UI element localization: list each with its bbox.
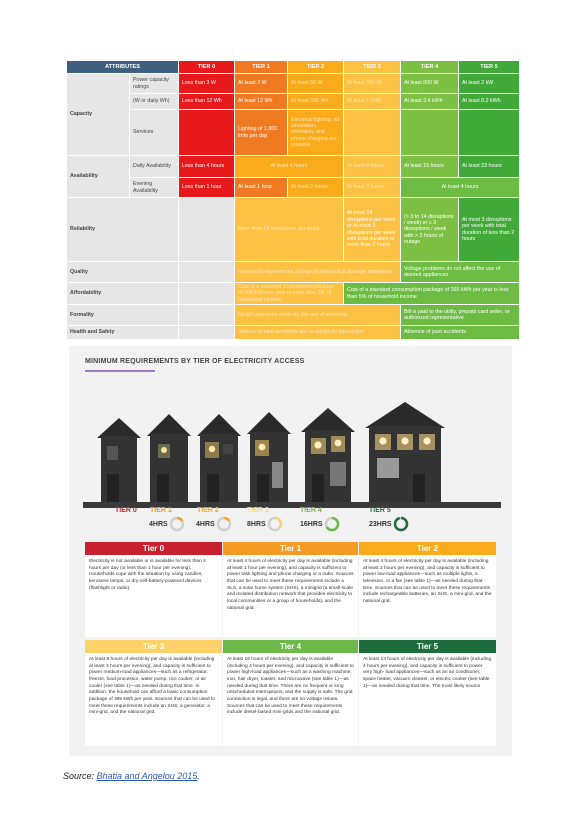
- table-cell: [459, 110, 520, 156]
- tier-5-description: [359, 640, 496, 746]
- hours-ring: [324, 516, 340, 532]
- header-tier-3: TIER 3: [344, 61, 401, 74]
- tier-3-text: At least 8 hours of electricity per day is available (including at least 3 hours per evening), and capacity is sufficient to power medium-load appliances—such as a refrigerator, freezer, food processor, water pump, rice cooker, or air cooler (see table 1)—as needed during that time. In addition, the household can afford a basic consumption package of 365 kWh per year. Sources that can be used to meet these requirements include an SHS, a generator, a mini-grid, and the national grid.: [89, 657, 216, 716]
- daily-label: Daily Availability: [130, 156, 179, 178]
- hours-indicator-tier-4: [300, 516, 340, 532]
- affordability-label: Affordability: [67, 283, 179, 305]
- table-cell: [179, 262, 235, 283]
- table-cell: [179, 305, 235, 326]
- table-cell: At most 3 disruptions per week with total duration of less than 2 hours: [459, 198, 520, 262]
- table-cell: Less than 4 hours: [179, 156, 235, 178]
- quality-label: Quality: [67, 262, 179, 283]
- table-cell: (> 3 to 14 disruptions / week) or ≤ 3 disruptions / week with > 2 hours of outage: [401, 198, 459, 262]
- tier-0-heading: Tier 0: [85, 542, 222, 555]
- hours-text: 16HRS: [300, 520, 323, 528]
- ratings-label: Power capacity ratings: [130, 74, 179, 94]
- hours-ring: [216, 516, 232, 532]
- capacity-label: Capacity: [67, 74, 130, 156]
- table-cell: Less than 1 hour: [179, 178, 235, 198]
- tier-2-description: [359, 542, 496, 637]
- table-cell: [344, 110, 401, 156]
- table-cell: At least 200 W: [344, 74, 401, 94]
- infographic-title: MINIMUM REQUIREMENTS BY TIER OF ELECTRICITY ACCESS: [85, 358, 305, 365]
- header-tier-1: TIER 1: [235, 61, 288, 74]
- house-label-tier-1: TIER 1: [150, 507, 172, 514]
- tier-4-description: [223, 640, 358, 746]
- source-suffix: .: [197, 771, 200, 781]
- hours-ring: [267, 516, 283, 532]
- tier-3-heading: Tier 3: [85, 640, 222, 653]
- tier-2-heading: Tier 2: [359, 542, 496, 555]
- tier-4-heading: Tier 4: [223, 640, 358, 653]
- table-cell: At least 4 hours: [401, 178, 520, 198]
- tier-1-description: [223, 542, 358, 637]
- ground: [83, 502, 501, 508]
- table-cell: At least 1 hour: [235, 178, 288, 198]
- ring-fill: [395, 518, 407, 530]
- header-tier-0: TIER 0: [179, 61, 235, 74]
- hours-indicator-tier-1: [149, 516, 185, 532]
- table-row: [67, 156, 520, 178]
- health-label: Health and Safety: [67, 326, 179, 340]
- ratings-alt-label: (W or daily Wh): [130, 94, 179, 110]
- source-prefix: Source:: [63, 771, 97, 781]
- house-label-tier-0: TIER 0: [115, 507, 137, 514]
- tier-5-heading: Tier 5: [359, 640, 496, 653]
- table-cell: At least 2 hours: [288, 178, 344, 198]
- header-tier-2: TIER 2: [288, 61, 344, 74]
- source-link[interactable]: Bhatia and Angelou 2015: [96, 771, 198, 781]
- evening-label: Evening Availability: [130, 178, 179, 198]
- table-cell: At least 8 hours: [344, 156, 401, 178]
- house-tier-3: [247, 412, 291, 502]
- tier-1-text: At least 4 hours of electricity per day is available (including at least 1 hour per evening), and capacity is sufficient to power task lighting and phone charging or a radio. Sources that can be used to meet these requirements include a SLS, a solar home system (SHS), a minigrid (a small-scale and isolated distribution network that provides electricity to local communities or a group of households), and the national grid.: [227, 559, 354, 611]
- house-tier-5: [365, 402, 445, 502]
- header-tier-5: TIER 5: [459, 61, 520, 74]
- table-cell: At least 3.4 kWh: [401, 94, 459, 110]
- table-row: [67, 305, 520, 326]
- header-attributes: ATTRIBUTES: [67, 61, 179, 74]
- house-tier-2: [197, 414, 241, 502]
- hours-indicator-tier-3: [247, 516, 283, 532]
- table-cell: [179, 283, 235, 305]
- hours-text: 8HRS: [247, 520, 266, 528]
- tier-5-text: At least 23 hours of electricity per day is available (including 4 hours per evening), and capacity is sufficient to power very high- load appliances—such as an air conditioner, space heater, vacuum cleaner, or electric cooker (see table 1)—as needed during that time. The most likely source: [363, 657, 492, 689]
- table-row: [67, 283, 520, 305]
- source-citation: [63, 771, 200, 781]
- table-cell: At least 50 W: [288, 74, 344, 94]
- hours-text: 4HRS: [149, 520, 168, 528]
- tier-1-heading: Tier 1: [223, 542, 358, 555]
- house-label-tier-5: TIER 5: [369, 507, 391, 514]
- tier-attributes-table: [66, 60, 520, 340]
- services-label: Services: [130, 110, 179, 156]
- table-cell: At least 23 hours: [459, 156, 520, 178]
- table-cell: Cost of a standard consumption package of 365 kWh per year is less than 5% of household income: [344, 283, 520, 305]
- table-cell: Bill is paid to the utility, prepaid card seller, or authorized representative: [401, 305, 520, 326]
- tier-4-text: At least 16 hours of electricity per day is available (including 4 hours per evening), and capacity is sufficient to power high-load appliances—such as a washing machine, iron, hair dryer, toaster, and microwave (see table 1)—as needed during that time. There are no frequent or long unscheduled interruptions, and the supply is safe. The grid connection is legal, and there are no voltage issues. Sources that can be used to meet these requirements include diesel-based mini-grids and the national grid.: [227, 657, 354, 716]
- house-label-tier-4: TIER 4: [300, 507, 322, 514]
- house-tier-4: [301, 408, 355, 502]
- house-tier-0: [97, 418, 141, 502]
- availability-label: Availability: [67, 156, 130, 198]
- table-header-row: [67, 61, 520, 74]
- house-label-tier-3: TIER 3: [247, 507, 269, 514]
- house-tier-1: [147, 414, 191, 502]
- table-cell: At least 3 W: [235, 74, 288, 94]
- table-row: [67, 178, 520, 198]
- table-cell: At least 16 hours: [401, 156, 459, 178]
- house-label-tier-2: TIER 2: [197, 507, 219, 514]
- table-row: [67, 326, 520, 340]
- table-cell: [179, 110, 235, 156]
- table-cell: At least 12 Wh: [235, 94, 288, 110]
- table-cell: Voltage problems do not affect the use of desired appliances: [401, 262, 520, 283]
- hours-text: 4HRS: [196, 520, 215, 528]
- header-tier-4: TIER 4: [401, 61, 459, 74]
- hours-ring: [393, 516, 409, 532]
- hours-indicator-tier-2: [196, 516, 232, 532]
- table-row: [67, 74, 520, 94]
- table-cell: At least 200 Wh: [288, 94, 344, 110]
- table-cell: No bill payments made for the use of electricity: [235, 305, 401, 326]
- tier-0-description: [85, 542, 222, 637]
- table-cell: Cost of a standard consumption package of 365 kWh per year is more than 5% of household income: [235, 283, 344, 305]
- table-cell: Less than 3 W: [179, 74, 235, 94]
- table-cell: At most 14 disruptions per week or At most 3 disruptions per week with total duration of more than 2 hours: [344, 198, 401, 262]
- houses-illustration: [83, 378, 501, 508]
- table-cell: Absence of past accidents: [401, 326, 520, 340]
- hours-ring: [169, 516, 185, 532]
- table-cell: Electrical lighting, air circulation, television, and phone charging are possible: [288, 110, 344, 156]
- table-cell: More than 14 disruptions per week: [235, 198, 344, 262]
- tier-2-text: At least 4 hours of electricity per day is available (including at least 2 hours per evening), and capacity is sufficient to power low-load appliances—such as multiple lights, a television, or a fan (see table 1)—as needed during that time. Sources that can be used to meet these requirements include rechargeable batteries, an SHS, a mini-grid, and the national grid.: [363, 559, 492, 605]
- table-cell: [179, 326, 235, 340]
- table-cell: At least 3 hours: [344, 178, 401, 198]
- table-cell: [179, 198, 235, 262]
- table-cell: At least 800 W: [401, 74, 459, 94]
- table-cell: [401, 110, 459, 156]
- tier-infographic: [69, 346, 512, 756]
- hours-text: 23HRS: [369, 520, 392, 528]
- table-cell: At least 4 hours: [235, 156, 344, 178]
- table-cell: At least 2 kW: [459, 74, 520, 94]
- table-cell: Household experiences voltage problems that damage appliances: [235, 262, 401, 283]
- table-row: [67, 110, 520, 156]
- table-cell: At least 8.2 kWh: [459, 94, 520, 110]
- table-row: [67, 262, 520, 283]
- table-cell: Lighting of 1,000 lmhr per day: [235, 110, 288, 156]
- tier-3-description: [85, 640, 222, 746]
- reliability-label: Reliability: [67, 198, 179, 262]
- hours-indicator-tier-5: [369, 516, 409, 532]
- tier-0-text: Electricity is not available or is available for less than 4 hours per day (or less than 1 hour per evening). Households cope with the situation by using candles, kerosene lamps, or dry-cell-battery-powered devices (flashlight or radio).: [89, 559, 206, 591]
- table-row: [67, 94, 520, 110]
- table-cell: Less than 12 Wh: [179, 94, 235, 110]
- table-row: [67, 198, 520, 262]
- title-underline: [85, 370, 155, 372]
- table-cell: At least 1 kWh: [344, 94, 401, 110]
- formality-label: Formality: [67, 305, 179, 326]
- table-cell: Serious or fatal accidents due to electricity connection: [235, 326, 401, 340]
